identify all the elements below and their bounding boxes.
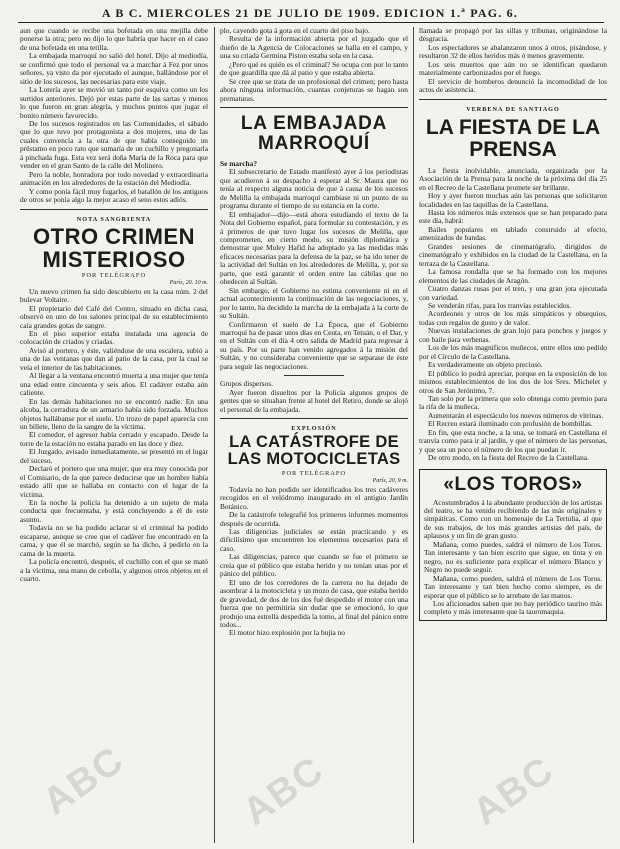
masthead-rule	[18, 22, 604, 23]
paragraph: Grupos dispersos.	[220, 379, 273, 389]
divider	[419, 99, 607, 100]
col2-top-text	[220, 27, 408, 103]
paragraph: Las diligencias judiciales se están practicando y es dificilísimo que encuentren los elementos necesarios para el caso.	[220, 526, 408, 553]
column-3	[419, 27, 607, 845]
paragraph: El público lo podrá apreciar, porque en la exposición de los mismos establecimientos de los dos de los Sres. Michelet y otros de San Jerónimo, 7.	[419, 368, 607, 395]
watermark: ABC	[35, 738, 133, 824]
paragraph: Se venderán rifas, para los tranvías establecidos.	[428, 300, 572, 310]
paragraph: Mañana, como puedes, saldrá el número de Los Toros. Tan interesante y tan bien escrito que sigue, en tinta y en negro, no es suficiente para explicar el número Blanco y Negro no puede seguir.	[424, 539, 602, 575]
dateline: París, 20, 9 m.	[372, 477, 408, 484]
paragraph: De los sucesos registrados en las Comunidades, el sábado que lo que tuvo por protagonista a dos mujeres, una de las cuales convencía a la otra de que había conseguido un préstamo en poco rato que sumaría de un cuchillo y pregonarla á pinchada fuga. Esta vez será doña María de la Roca para que vender en el gran Santo de la calle del Molinero.	[20, 118, 208, 171]
paragraph: El motor hizo explosión por la bujía no	[229, 628, 345, 638]
paragraph: El subsecretario de Estado manifestó ayer á los periodistas que acudieron á su despacho á esperar al Sr. Maura que no tenía al respecto alguna noticia de que á causa de los sucesos de Melilla la embajada marroquí cambiase ni un punto de su programa durante el tiempo de su estancia en la corte.	[220, 167, 408, 211]
column-separator	[413, 27, 414, 843]
col1-top-text	[20, 27, 208, 205]
paragraph: Bailes populares en tablado construido al efecto, amenizados de bandas.	[419, 224, 607, 243]
paragraph: Los espectadores se abalanzaron unos á otros, pisándose, y resultaron 32 de ellos heridos más ó menos gravemente.	[419, 42, 607, 61]
paragraph: Un nuevo crimen ha sido descubierto en la casa núm. 2 del bulevar Voltaire.	[20, 286, 208, 305]
paragraph: Los aficionados saben que no hay periódico taurino más completo y más interesante que la tauromaquia.	[424, 598, 602, 617]
paragraph: El Recreo estará iluminado con profusión de bombillas.	[428, 419, 593, 429]
paragraph: Nuevas instalaciones de gran lujo para ponchos y juegos y con baile para verbenas.	[419, 326, 607, 344]
column-1	[20, 27, 208, 845]
divider	[284, 375, 344, 376]
divider	[20, 209, 208, 210]
article-body	[419, 167, 607, 463]
paragraph: De la catástrofe telegrafié los primeros informes momentos después de ocurrida.	[220, 510, 408, 528]
paragraph: aun que cuando se recibe una bofetada en una mejilla debe ponerse la otra; pero no dijo lo que habría que hacer en el caso de una bofetada en una tetilla.	[20, 27, 208, 52]
divider	[220, 418, 408, 419]
article-headline: OTRO CRIMEN MISTERIOSO	[33, 223, 195, 272]
paragraph: Los de los más magníficos muñecos, entre ellos uno pedido por el Círculo de la Castellana.	[419, 343, 607, 361]
divider	[220, 107, 408, 108]
paragraph: En la noche la policía ha detenido a un sujeto de mala conducta que frecuentaba, y está concluyendo a él de este asunto.	[20, 498, 208, 524]
article-body	[20, 288, 208, 584]
article-headline: LA EMBAJADA MARROQUÍ	[240, 113, 388, 155]
paragraph: La fiesta inolvidable, anunciada, organizada por la Asociación de la Prensa para la noche de la próxima del día 25 en el Recreo de la Castellana promete ser brillante.	[419, 165, 607, 192]
watermark: ABC	[235, 748, 333, 834]
lead-question: Se marcha?	[220, 158, 258, 168]
paragraph: Cuatro danzas rusas por el tren, y una gran jota ejecutada con variedad.	[419, 284, 607, 302]
paragraph: El uno de los corredores de la carrera no ha dejado de asombrar á la motocicleta y un mozo de casa, que estaba herido de gravedad, de dos de los dos fué despedido el motor con una fuerza que no permitiría sin dudar que se emocionó, lo que produjo una estrella despedida la tomo, al final del pánico entre todos...	[220, 577, 408, 629]
paragraph: La policía encontró, después, el cuchillo con el que se mató a la víctima, una mano de cebolla, y algunos otros objetos en el cuarto.	[20, 557, 208, 584]
watermark: ABC	[465, 748, 563, 834]
paragraph: Mañana, como pueden, saldrá el número de Los Toros. Tan interesante y tan bien hecho como siempre, es de esperar que el público se lo arrebate de las manos.	[424, 573, 602, 600]
paragraph: De otro modo, en la fiesta del Recreo de la Castellana.	[428, 453, 589, 463]
article-body	[220, 160, 408, 371]
paragraph: Hasta los números más extensos que se han preparado para este día, habrá:	[419, 207, 607, 226]
paragraph: Y como ponía fácil muy fugarlos, el batallón de los antiguos de otros se ponía algo la mejor acaso el seno estos adiós.	[20, 186, 208, 205]
col3-top-text	[419, 27, 607, 95]
byline: POR TELÉGRAFO	[281, 469, 347, 477]
paragraph: Se cree que se trata de un profesional del crimen; pero hasta ahora ninguna información, cuantas conjeturas se hagan son prematuras.	[220, 76, 408, 103]
paragraph: ¿Pero qué es quién es el criminal? Se ocupa con por lo tanto de que guardilla que dá al patio y que estaba abierta.	[220, 59, 408, 78]
article-headline: «LOS TOROS»	[443, 473, 583, 495]
paragraph: En fin, que esta noche, a la una, se tomará en Castellana el tranvía como para ir al jardín, y que el número de las personas, y que sea un poco el número de los que puedan ir.	[419, 427, 607, 454]
section-kicker: EXPLOSIÓN	[291, 425, 337, 433]
section-kicker: VERBENA DE SANTIAGO	[466, 105, 560, 113]
section-kicker: NOTA SANGRIENTA	[76, 215, 152, 223]
masthead: A B C. MIERCOLES 21 DE JULIO DE 1909. EDICION 1.ª PAG. 6.	[101, 6, 519, 20]
paragraph: Confirmaron el suelo de La Época, que el Gobierno marroquí ha de pasar unos días en Ceuta, en Tetuán, o el Dar, y en el Sultán con el día 4 otro salida de Madrid para regresar á su país. Por su parte han venido agregados á la misión del Sultán, y no consideraba conveniente que se separase de éste para seguir las negociaciones.	[220, 319, 408, 371]
paragraph: Avisó al portero, y éste, valiéndose de una escalera, subió a una de las ventanas que dan al patio de la casa, por la cual se veía el interior de las habitaciones.	[20, 345, 208, 372]
article-headline: LA CATÁSTROFE DE LAS MOTOCICLETAS	[227, 433, 401, 469]
paragraph: Hoy y ayer fueron muchas aún las personas que solicitaron localidades en las taquillas de la Castellana.	[419, 191, 607, 209]
paragraph: La embajada marroquí no salió del hotel. Dijo al mediodía, se confirmó que todo el personal va a marchar á Fez por unos señores, ya visto da por ejecutado el aunque, hallándose por el sitio de los sucesos, las necesarias para este viaje.	[20, 51, 208, 86]
paragraph: El comedor, el agresor había cerrado y escapado. Desde la torre de la estación no estaba parado en las doce y diez.	[20, 430, 208, 448]
paragraph: El Juzgado, avisado inmediatamente, se presentó en el lugar del suceso.	[20, 447, 208, 465]
paragraph: Sin embargo, el Gobierno no estima conveniente ni en el actual acontecimiento la continuación de las negociaciones, y, por lo tanto, ha decidido la marcha de la embajada á la corte de su Sultán.	[220, 285, 408, 321]
paragraph: Resulta de la información abierta por el juzgado que el dueño de la Agencia de Colocaciones se halla en el campo, y una su criada Germina Piston estaba sola en la casa.	[220, 34, 408, 61]
grupos-note	[220, 380, 408, 414]
paragraph: La famosa rondalla que se ha formado con los mejores elementos de las ciudades de Aragón.	[419, 267, 607, 285]
paragraph: Los seis muertos que aún no se identifican quedaron materialmente carbonizados por el fuego.	[419, 59, 607, 78]
paragraph: Pero la noble, honradora por todo novedad y extraordinaria animación en los alrededores de la estación del Mediodía.	[20, 169, 208, 188]
article-body	[220, 486, 408, 638]
paragraph: llamada se propagó por las sillas y tribunas, originándose la desgracia.	[419, 27, 607, 44]
paragraph: Aumentarán el espectáculo los nuevos números de vitrinas.	[428, 410, 604, 420]
paragraph: Acostumbrados á la abundante producción de los artistas del teatro, se ha venido recibiendo de las más originales y simpáticas. Como con un homenaje de La Tertulia, al que de sus trabajos, de los más grandes artistas del país, de aplausos y un fin de gran gusto.	[424, 497, 602, 541]
column-separator	[214, 27, 215, 843]
paragraph: Todavía no se ha podido aclarar si el criminal ha podido escaparse, aunque se cree que el cadáver fue encontrado en la cama, y que él se marchó, según se ha dicho, á pedirlo en la cama de la muerta.	[20, 523, 208, 558]
paragraph: Las diligencias, parece que cuando se fue el primero se creía que el público que estaba herido y no tenían unas por el pánico del público.	[220, 552, 408, 579]
paragraph: Al llegar a la ventana encontró muerta a una mujer que tenía una edad entre cincuenta y seis años. El cadáver estaba aún caliente.	[20, 371, 208, 398]
byline: POR TELÉGRAFO	[81, 271, 147, 279]
paragraph: En las demás habitaciones no se encontró nadie. En una alcoba, la cerradura de un armario había sido forzada. Muchos objetos hallábanse por el suelo. Un trozo de papel aparecía con un billete, lleno de la sangre de la víctima.	[20, 396, 208, 431]
paragraph: En el piso superior estaba instalada una agencia de colocación de criados y criadas.	[20, 328, 208, 347]
paragraph: Acordeones y otros de los más simpáticos y obsequios, todas con regalos de gusto y de valor.	[419, 309, 607, 327]
paragraph: La Lotería ayer se movió un tanto por esquiva como un los surtidos anteriores. Dejó por estas parte de las sartas y menos lo que fueron en gran alegría, y muchos puntos que jugar el bonito número favorecido.	[20, 85, 208, 120]
paragraph: El propietario del Café del Centro, situado en dicha casa, observó en uno de los salones principal de su establecimiento caía grandes gotas de sangre.	[20, 303, 208, 330]
paragraph: Tan solo por la primera que solo obtenga como premio para la rifa de la muñeca.	[419, 393, 607, 412]
paragraph: Es verdaderamente un objeto precioso.	[428, 360, 543, 370]
los-toros-box	[419, 469, 607, 621]
dateline: París, 20. 10 m.	[169, 279, 208, 286]
paragraph: El servicio de bomberos denunció la incomodidad de los actos de asistencia.	[419, 76, 607, 95]
paragraph: Declaró el portero que una mujer, que era muy conocida por el Comisario, de la que parece deducirse que un hombre había estado allí que se hallaba en contacto con el lugar de la víctima.	[20, 464, 208, 499]
paragraph: Ayer fueron disueltos por la Policía algunos grupos de gentes que se situaban frente al hotel del Retiro, donde se alojó el personal de la embajada.	[220, 387, 408, 414]
paragraph: plo, cayendo gota á gota en el cuarto del piso bajo.	[220, 27, 370, 35]
column-2	[220, 27, 408, 845]
paragraph: El embajador—dijo—está ahora estudiando el texto de la Nota del Gobierno español, para formular su contestación, y es á primeros de que tuvo lugar los sucesos de Melilla, que comprometen, en cierto modo, su misión diplomática y demostrar que Muley Hafid ha adoptado ya las medidas más eficaces necesarias para la defensa de la paz, se ha ido tener de la actividad del Sultán en los alrededores de Melilla, y, por su parte, que está garantir el orden entre las cábilas que no obedecen al Sultán.	[220, 209, 408, 287]
paragraph: Grandes sesiones de cinematógrafo, dirigidos de cinematógrafo y exhibidos en la ciudad de la Castellana, en la terraza de la Castellana.	[419, 241, 607, 268]
article-headline: LA FIESTA DE LA PRENSA	[425, 115, 601, 161]
paragraph: Todavía no han podido ser identificados los tres cadáveres recogidos en el velódromo inaugurado en el antiguo Jardín Botánico.	[220, 484, 408, 511]
